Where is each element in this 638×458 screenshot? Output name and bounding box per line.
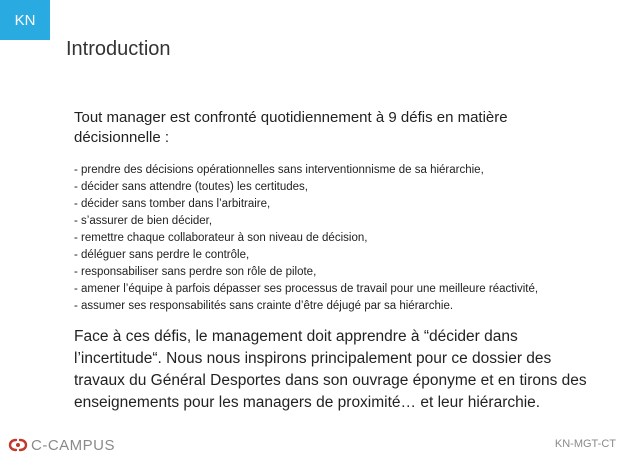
slide-title: Introduction (66, 38, 171, 60)
logo-text: C-CAMPUS (31, 436, 116, 454)
list-item: - s’assurer de bien décider, (74, 215, 213, 227)
list-item: - décider sans tomber dans l’arbitraire, (74, 198, 271, 210)
c-campus-logo-icon (8, 437, 28, 453)
outro-paragraph: Face à ces défis, le management doit apprendre à “décider dans l’incertitude“. Nous nous inspirons principalement pour ce dossier des travaux du Général Desportes dans son ouvrage éponyme et en tirons des enseignements pour les managers de proximité… et leur hiérarchie. (74, 328, 587, 411)
intro-paragraph: Tout manager est confronté quotidiennement à 9 défis en matière décisionnelle : (74, 109, 508, 146)
document-reference: KN-MGT-CT (554, 438, 616, 450)
list-item: - décider sans attendre (toutes) les certitudes, (74, 181, 308, 193)
list-item: - prendre des décisions opérationnelles sans interventionnisme de sa hiérarchie, (74, 164, 484, 176)
challenges-list (74, 162, 538, 315)
list-item: - remettre chaque collaborateur à son niveau de décision, (74, 232, 368, 244)
list-item: - amener l’équipe à parfois dépasser ses processus de travail pour une meilleure réactivité, (74, 283, 539, 295)
c-campus-logo (8, 434, 115, 456)
list-item: - déléguer sans perdre le contrôle, (74, 249, 250, 261)
corner-tag: KN (0, 0, 50, 40)
list-item: - responsabiliser sans perdre son rôle de pilote, (74, 266, 317, 278)
list-item: - assumer ses responsabilités sans crainte d’être déjugé par sa hiérarchie. (74, 300, 454, 312)
